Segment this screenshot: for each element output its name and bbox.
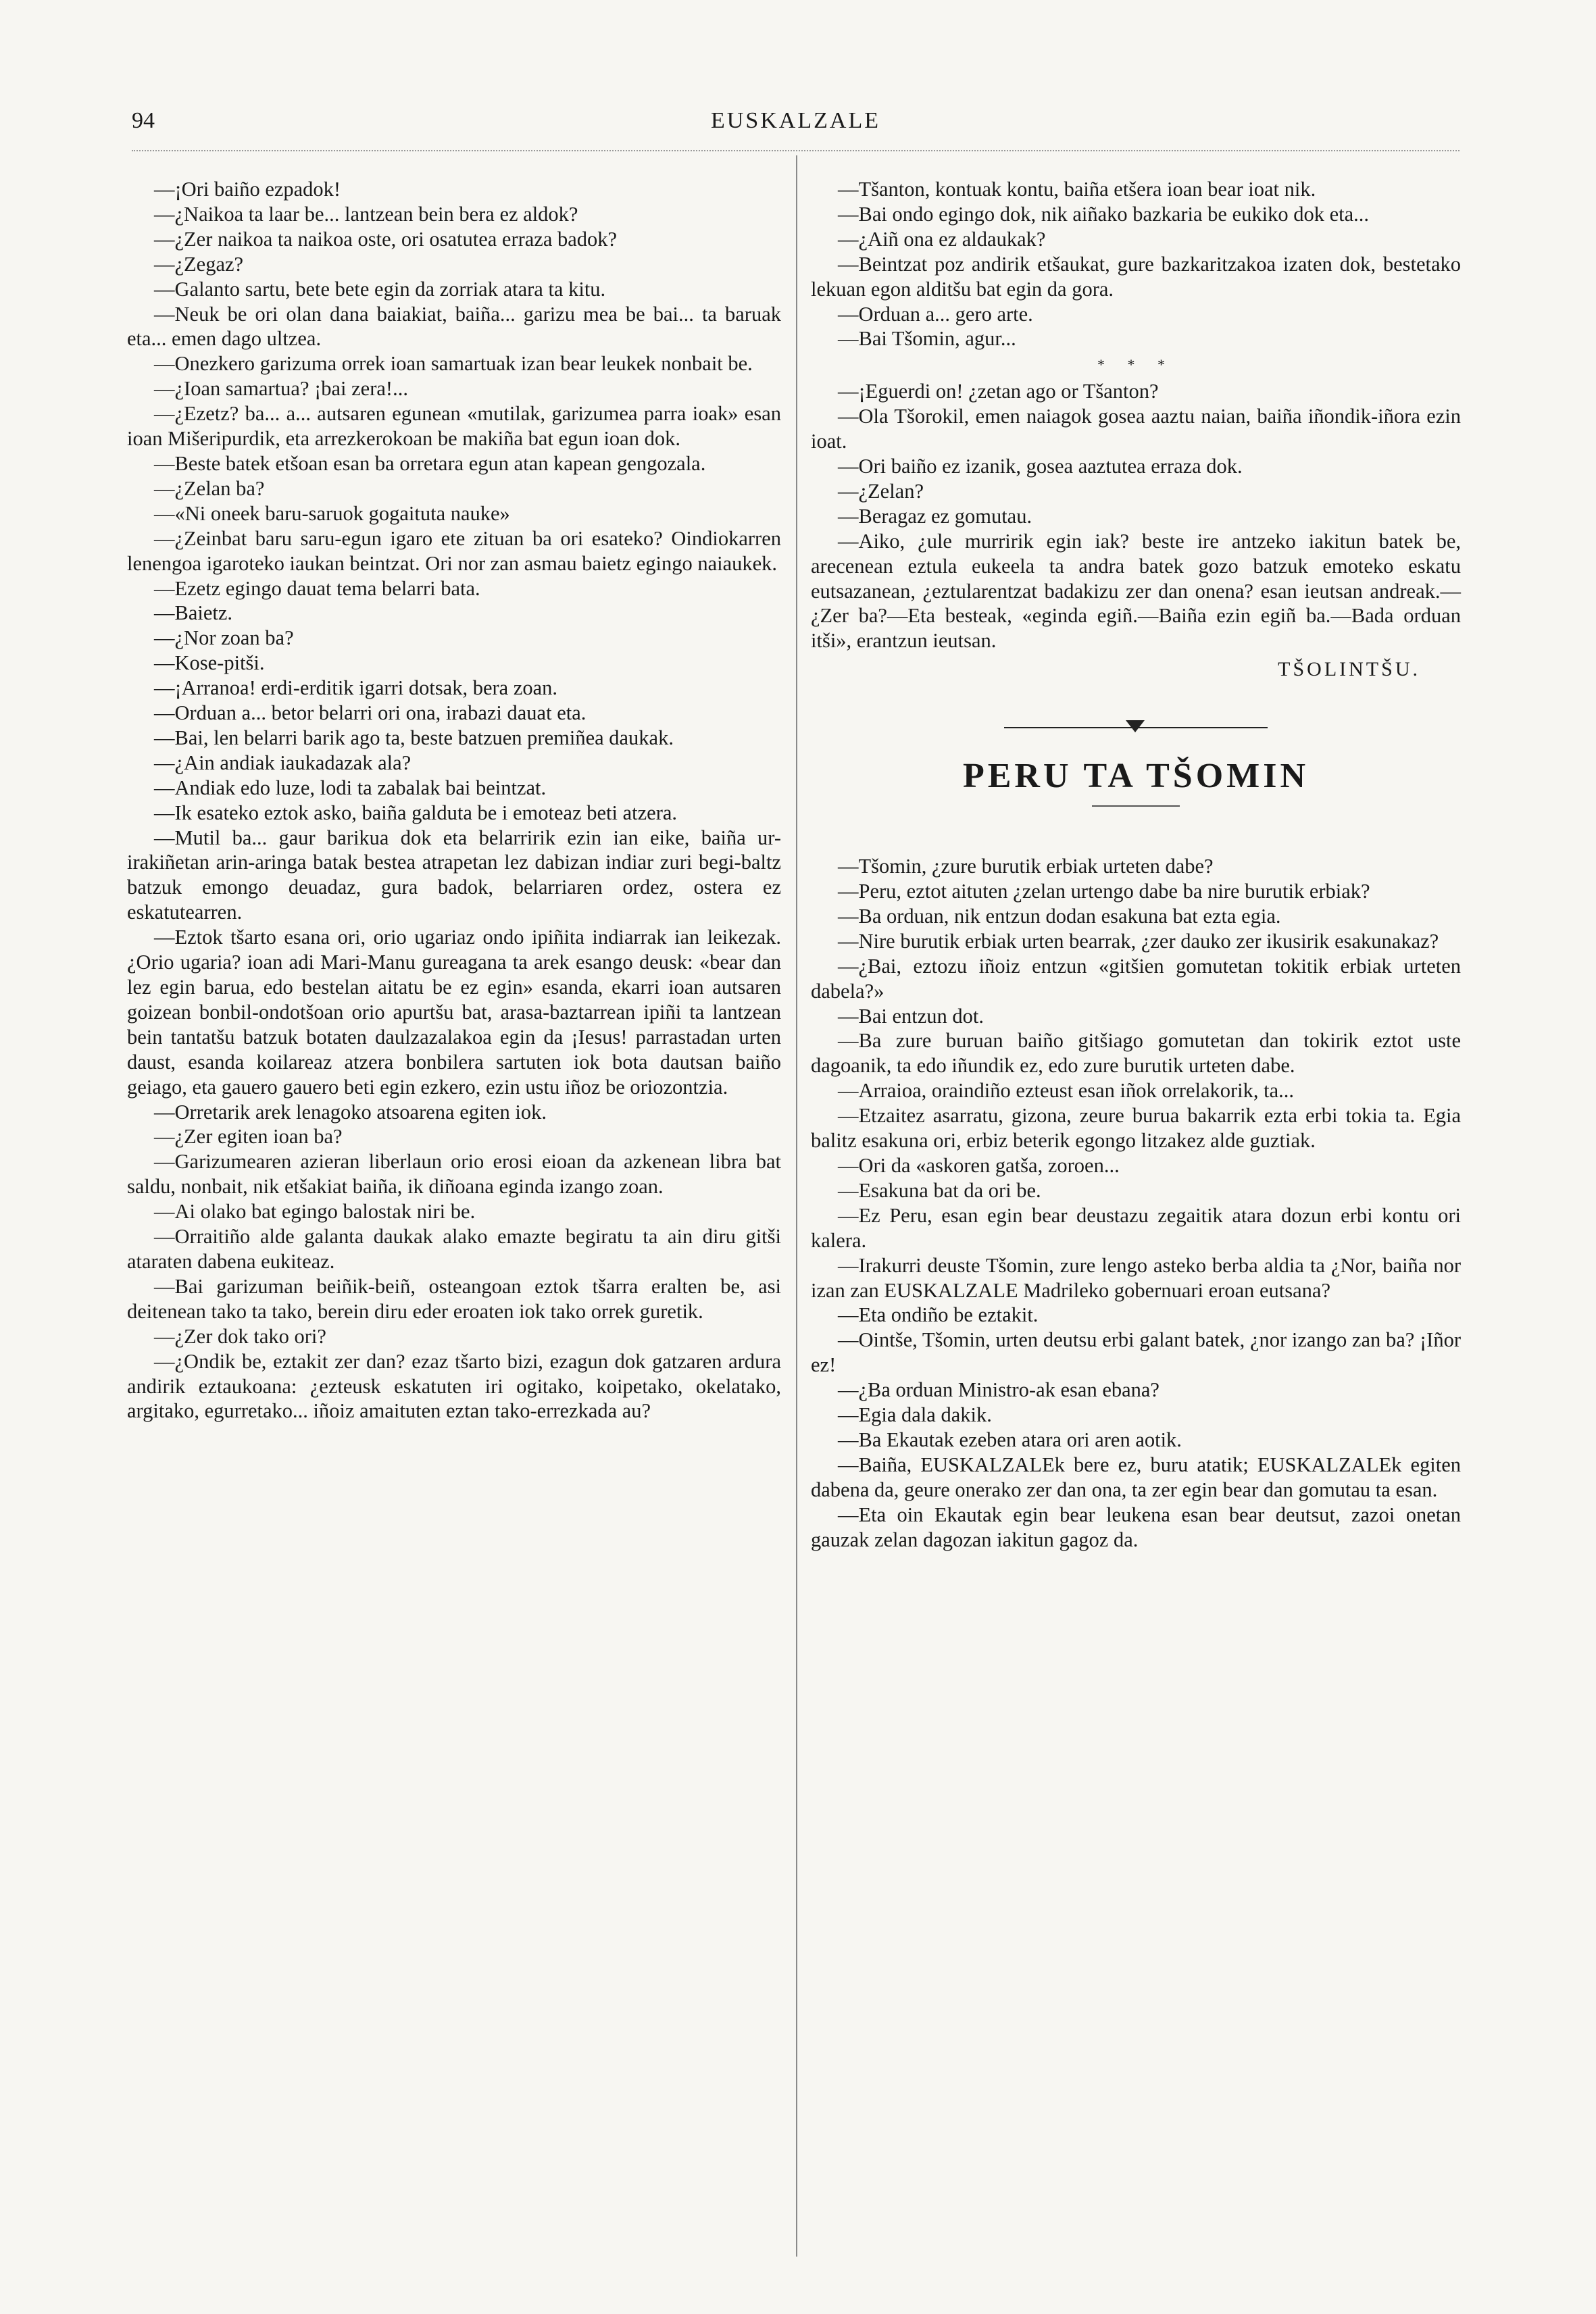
paragraph: —Eta ondiño be eztakit. xyxy=(838,1303,1039,1327)
paragraph: —Andiak edo luze, lodi ta zabalak bai beintzat. xyxy=(154,776,547,799)
paragraph: —Galanto sartu, bete bete egin da zorriak atara ta kitu. xyxy=(154,277,606,301)
divider-ornament-icon xyxy=(1126,720,1145,732)
title-underline xyxy=(1092,805,1180,807)
paragraph: —Nire burutik erbiak urten bearrak, ¿zer dauko zer ikusirik esakunakaz? xyxy=(838,929,1439,953)
paragraph: —Orduan a... betor belarri ori ona, irabazi dauat eta. xyxy=(154,701,587,725)
paragraph: —¿Ezetz? ba... a... autsaren egunean «mutilak, garizumea parra ioak» esan ioan Mišeripurdik, eta arrezkerokoan be makiña bat egun ioan dok. xyxy=(127,402,781,451)
paragraph: —¿Nor zoan ba? xyxy=(154,626,294,650)
paragraph: —Tšomin, ¿zure burutik erbiak urteten dabe? xyxy=(838,855,1214,878)
paragraph: —Ori da «askoren gatša, zoroen... xyxy=(838,1154,1120,1177)
paragraph: —¿Ain andiak iaukadazak ala? xyxy=(154,751,412,774)
paragraph: —¿Aiñ ona ez aldaukak? xyxy=(838,227,1046,251)
paragraph: —¿Ioan samartua? ¡bai zera!... xyxy=(154,377,408,401)
paragraph: —¿Naikoa ta laar be... lantzean bein bera ez aldok? xyxy=(154,202,578,226)
page-header xyxy=(132,108,1460,142)
paragraph: —Garizumearen azieran liberlaun orio erosi eioan da azkenean libra bat saldu, nonbait, nik etšakiat baiña, ik diñoana eginda izango zoan. xyxy=(127,1150,781,1199)
paragraph: —Neuk be ori olan dana baiakiat, baiña... garizu mea be bai... ta baruak eta... emen dago ultzea. xyxy=(127,302,781,351)
paragraph: —Esakuna bat da ori be. xyxy=(838,1178,1041,1202)
paragraph: —¿Ondik be, eztakit zer dan? ezaz tšarto bizi, ezagun dok gatzaren ardura andirik eztaukoana: ¿ezteusk eskatuten iri ogitako, koipetako, okelatako, argitako, egurretako... iñoiz amaituten eztan tako-errezkada au? xyxy=(127,1349,781,1423)
paragraph: —Bai garizuman beiñik-beiñ, osteangoan eztok tšarra eralten be, asi deitenean tako ta tako, berein diru eder eroaten iok tako orrek guretik. xyxy=(127,1274,781,1323)
paragraph: —Arraioa, oraindiño ezteust esan iñok orrelakorik, ta... xyxy=(838,1079,1295,1103)
paragraph: —¿Zelan ba? xyxy=(154,476,265,500)
paragraph: —¡Arranoa! erdi-erditik igarri dotsak, bera zoan. xyxy=(154,676,558,700)
paragraph: —Ez Peru, esan egin bear deustazu zegaitik atara dozun erbi kontu ori kalera. xyxy=(811,1203,1461,1252)
paragraph: —Irakurri deuste Tšomin, zure lengo asteko berba aldia ta ¿Nor, baiña nor izan zan EUSKALZALE Madrileko gobernuari eroan eutsana? xyxy=(811,1253,1461,1302)
paragraph: —Bai entzun dot. xyxy=(838,1004,984,1028)
paragraph: —Etzaitez asarratu, gizona, zeure burua bakarrik ezta erbi tokia ta. Egia balitz esakuna ori, erbiz beterik egongo litzakez alde guztiak. xyxy=(811,1104,1461,1153)
paragraph: —Bai ondo egingo dok, nik aiñako bazkaria be eukiko dok eta... xyxy=(838,202,1370,226)
article-title: PERU TA TŠOMIN xyxy=(962,757,1310,796)
column-rule xyxy=(796,155,797,2257)
paragraph: —¿Ba orduan Ministro-ak esan ebana? xyxy=(838,1378,1159,1402)
paragraph: —Eta oin Ekautak egin bear leukena esan bear deutsut, zazoi onetan gauzak zelan dagozan iakitun gagoz da. xyxy=(811,1503,1461,1551)
paragraph: —«Ni oneek baru-saruok gogaituta nauke» xyxy=(154,501,510,525)
paragraph: —Ointše, Tšomin, urten deutsu erbi galant batek, ¿nor izango zan ba? ¡Iñor ez! xyxy=(811,1328,1461,1377)
paragraph: —¿Bai, eztozu iñoiz entzun «gitšien gomutetan tokitik erbiak urteten dabela?» xyxy=(811,954,1461,1003)
paragraph: —Beste batek etšoan esan ba orretara egun atan kapean gengozala. xyxy=(154,451,706,475)
section-stars: * * * xyxy=(1097,356,1174,374)
paragraph: —Ik esateko eztok asko, baiña galduta be i emoteaz beti atzera. xyxy=(154,801,678,824)
paragraph: —Orduan a... gero arte. xyxy=(838,302,1033,326)
paragraph: —Baietz. xyxy=(154,601,233,625)
paragraph: —¿Zeinbat baru saru-egun igaro ete zituan ba ori esateko? Oindiokarren lenengoa igaroteko iaukan beintzat. Ori nor zan asmau baietz egingo naiaukek. xyxy=(127,526,781,575)
paragraph: —¡Ori baiño ezpadok! xyxy=(154,178,341,201)
paragraph: —Beintzat poz andirik etšaukat, gure bazkaritzakoa izaten dok, bestetako lekuan egon alditšu bat egin da gora. xyxy=(811,252,1461,301)
paragraph: —Peru, eztot aituten ¿zelan urtengo dabe ba nire burutik erbiak? xyxy=(838,880,1370,903)
paragraph: —Orraitiño alde galanta daukak alako emazte begiratu ta ain diru gitši ataraten dabena eukiteaz. xyxy=(127,1225,781,1273)
page-number: 94 xyxy=(132,108,155,133)
paragraph: —¿Zelan? xyxy=(838,479,924,503)
paragraph: —Orretarik arek lenagoko atsoarena egiten iok. xyxy=(154,1100,547,1124)
paragraph: —Aiko, ¿ule murririk egin iak? beste ire antzeko iakitun batek be, arecenean eztula eukeela ta andra batek gozo batzuk emoteko eskatu eutsazanean, ¿eztularentzat badakizu zer dan onena? esan ieutsan andreak.—¿Zer ba?—Eta besteak, «eginda egiñ.—Baiña ezin egiñ ba.—Bada orduan itši», erantzun ieutsan. xyxy=(811,529,1461,653)
paragraph: —Kose-pitši. xyxy=(154,651,265,675)
paragraph: —Eztok tšarto esana ori, orio ugariaz ondo ipiñita indiarrak ian leikezak. ¿Orio ugaria? ioan adi Mari-Manu gureagana ta arek esango deusk: «bear dan lez egin barua, edo bestelan aitatu be ez egin» esanda, ekarri ioan autsaren goizean bonbil-ondotšoan orio apurtšu bat, arasa-baztarrean ipiñi ta lantzean bein tantatšu batzuk botaten daulzazalakoa egin da ¡Iesus! parrastadan urten daust, esanda koilareaz atzera bonbilera sartuten iok bota dautsan baiño geiago, eta gauero gauero beti egin ezkero, ezin ustu iñoz be oriozontzia. xyxy=(127,926,781,1099)
paragraph: —Egia dala dakik. xyxy=(838,1403,992,1427)
paragraph: —Onezkero garizuma orrek ioan samartuak izan bear leukek nonbait be. xyxy=(154,352,753,376)
paragraph: —Ba Ekautak ezeben atara ori aren aotik. xyxy=(838,1428,1182,1451)
paragraph: —Mutil ba... gaur barikua dok eta belarririk ezin ian eike, baiña ur-irakiñetan arin-aringa batak bestea atrapetan lez dabizan indiar zuri begi-baltz batzuk emongo deuadaz, gura badok, belarriaren ordez, ostera ez eskatutearren. xyxy=(127,826,781,924)
paragraph: —Ba orduan, nik entzun dodan esakuna bat ezta egia. xyxy=(838,904,1281,928)
paragraph: —Tšanton, kontuak kontu, baiña etšera ioan bear ioat nik. xyxy=(838,178,1316,201)
paragraph: —¡Eguerdi on! ¿zetan ago or Tšanton? xyxy=(838,380,1159,403)
right-column xyxy=(811,177,1461,1553)
paragraph: —Bai, len belarri barik ago ta, beste batzuen premiñea daukak. xyxy=(154,726,674,749)
paragraph: —Ezetz egingo dauat tema belarri bata. xyxy=(154,576,480,600)
paragraph: —Beragaz ez gomutau. xyxy=(838,504,1032,528)
section-divider xyxy=(1004,718,1268,738)
header-rule xyxy=(132,150,1460,151)
paragraph: —Ori baiño ez izanik, gosea aaztutea erraza dok. xyxy=(838,454,1243,478)
paragraph: —¿Zer naikoa ta naikoa oste, ori osatutea erraza badok? xyxy=(154,227,618,251)
left-column xyxy=(127,177,781,1424)
paragraph: —Ba zure buruan baiño gitšiago gomutetan dan tokirik eztot uste dagoanik, ta edo iñundik ez, edo zure burutik urteten dabe. xyxy=(811,1029,1461,1078)
running-title: EUSKALZALE xyxy=(711,108,880,133)
paragraph: —¿Zer egiten ioan ba? xyxy=(154,1125,343,1149)
paragraph: —¿Zegaz? xyxy=(154,252,244,276)
paragraph: —Ola Tšorokil, emen naiagok gosea aaztu naian, baiña iñondik-iñora ezin ioat. xyxy=(811,405,1461,453)
paragraph: —Bai Tšomin, agur... xyxy=(838,327,1016,351)
paragraph: —Ai olako bat egingo balostak niri be. xyxy=(154,1200,476,1224)
paragraph: —Baiña, EUSKALZALEk bere ez, buru atatik; EUSKALZALEk egiten dabena da, geure onerako zer dan ona, ta zer egin bear dan gomutau ta esan. xyxy=(811,1453,1461,1501)
paragraph: —¿Zer dok tako ori? xyxy=(154,1324,326,1348)
author-signature: TŠOLINTŠU. xyxy=(1278,658,1420,681)
